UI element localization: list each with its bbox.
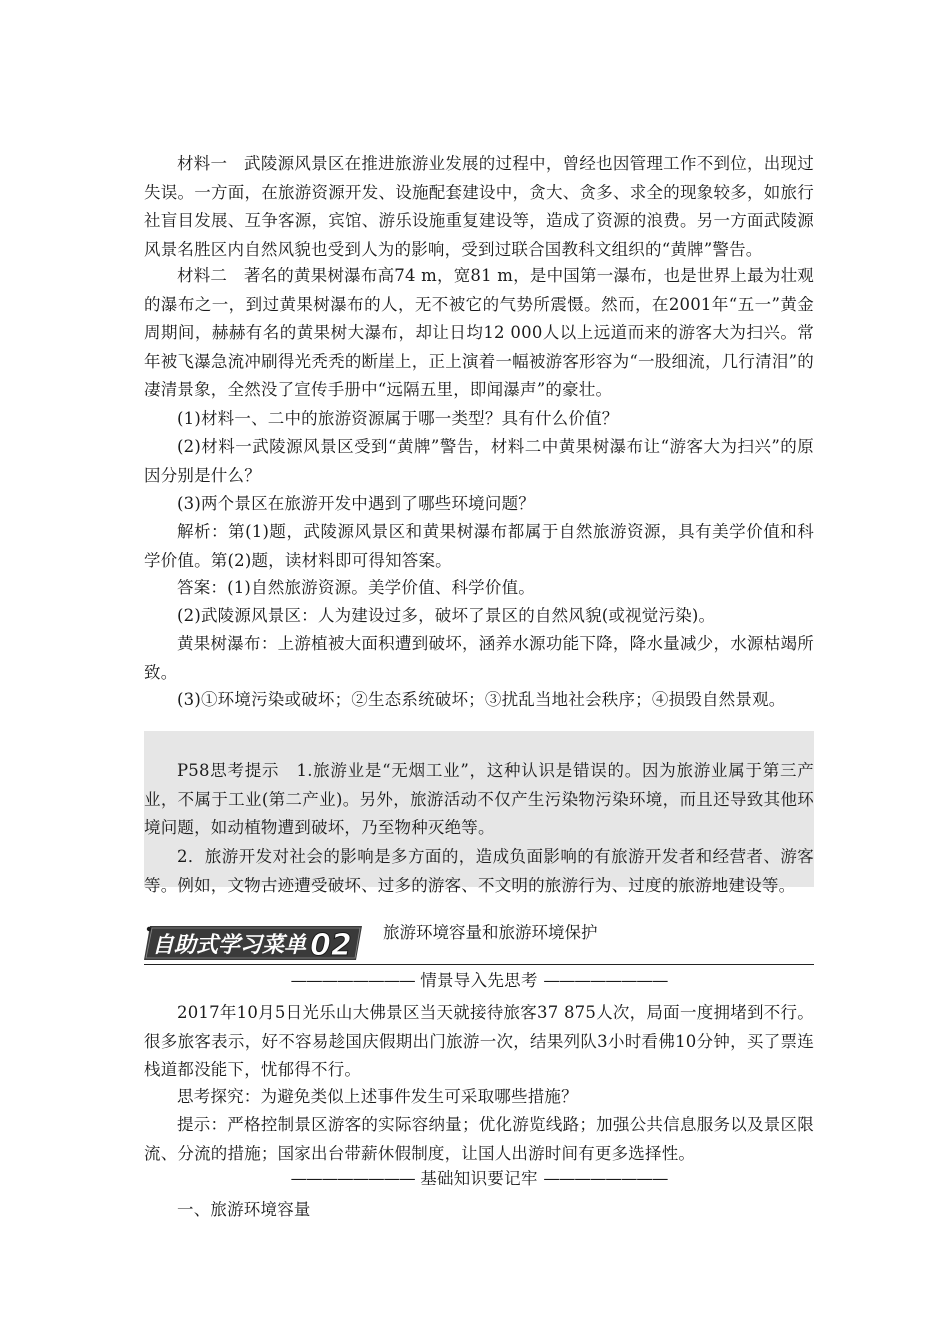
heading-left-dashes: ————————	[290, 971, 415, 990]
section-heading-basics	[144, 1166, 814, 1192]
section-heading-scenario	[144, 968, 814, 994]
banner-text: 自助式学习菜单	[152, 933, 307, 958]
scenario-paragraph: 2017年10月5日光乐山大佛景区当天就接待旅客37 875人次，局面一度拥堵到不行。很多旅客表示，好不容易趁国庆假期出门旅游一次，结果列队3小时看佛10分钟，买了票连栈道都没能下，忧郁得不行。	[144, 1003, 814, 1079]
think-question: 思考探究：为避免类似上述事件发生可采取哪些措施？	[177, 1087, 578, 1106]
question-2: (2)材料一武陵源风景区受到“黄牌”警告，材料二中黄果树瀑布让“游客大为扫兴”的原因分别是什么？	[144, 437, 814, 485]
material-one-paragraph: 材料一 武陵源风景区在推进旅游业发展的过程中，曾经也因管理工作不到位，出现过失误。一方面，在旅游资源开发、设施配套建设中，贪大、贪多、求全的现象较多，如旅行社盲目发展、互争客源，宾馆、游乐设施重复建设等，造成了资源的浪费。另一方面武陵源风景名胜区内自然风貌也受到人为的影响，受到过联合国教科文组织的“黄牌”警告。	[144, 154, 814, 259]
banner-rule	[144, 964, 814, 965]
banner-dot	[147, 927, 151, 931]
heading-right-dashes: ————————	[543, 971, 668, 990]
heading-text: 基础知识要记牢	[420, 1169, 538, 1188]
think-tip-box	[144, 731, 814, 895]
banner-number: 02	[310, 928, 352, 962]
question-3: (3)两个景区在旅游开发中遇到了哪些环境问题？	[177, 494, 535, 513]
question-1: (1)材料一、二中的旅游资源属于哪一类型？具有什么价值？	[177, 409, 619, 428]
heading-right-dashes: ————————	[543, 1169, 668, 1188]
subsection-heading: 一、旅游环境容量	[177, 1200, 311, 1219]
tip-paragraph-1: P58思考提示 1.旅游业是“无烟工业”，这种认识是错误的。因为旅游业属于第三产业，不属于工业(第二产业)。另外，旅游活动不仅产生污染物污染环境，而且还导致其他环境问题，如动植物遭到破坏，乃至物种灭绝等。	[144, 761, 814, 837]
banner-title: 旅游环境容量和旅游环境保护	[383, 923, 598, 942]
answer-line-4: (3)①环境污染或破坏；②生态系统破坏；③扰乱当地社会秩序；④损毁自然景观。	[177, 690, 786, 709]
answer-line-1: 答案：(1)自然旅游资源。美学价值、科学价值。	[177, 578, 535, 597]
answer-line-2: (2)武陵源风景区：人为建设过多，破坏了景区的自然风貌(或视觉污染)。	[177, 606, 716, 625]
analysis-paragraph: 解析：第(1)题，武陵源风景区和黄果树瀑布都属于自然旅游资源，具有美学价值和科学价值。第(2)题，读材料即可得知答案。	[144, 522, 814, 570]
hint-paragraph: 提示：严格控制景区游客的实际容纳量；优化游览线路；加强公共信息服务以及景区限流、分流的措施；国家出台带薪休假制度，让国人出游时间有更多选择性。	[144, 1115, 814, 1163]
tip-paragraph-2: 2．旅游开发对社会的影响是多方面的，造成负面影响的有旅游开发者和经营者、游客等。例如，文物古迹遭受破坏、过多的游客、不文明的旅游行为、过度的旅游地建设等。	[144, 847, 814, 895]
section-banner	[144, 922, 362, 962]
heading-text: 情景导入先思考	[420, 971, 538, 990]
material-two-paragraph: 材料二 著名的黄果树瀑布高74 m，宽81 m，是中国第一瀑布，也是世界上最为壮观的瀑布之一，到过黄果树瀑布的人，无不被它的气势所震慑。然而，在2001年“五一”黄金周期间，赫赫有名的黄果树大瀑布，却让日均12 000人以上远道而来的游客大为扫兴。常年被飞瀑急流冲刷得光秃秃的断崖上，正上演着一幅被游客形容为“一股细流，几行清泪”的凄清景象，全然没了宣传手册中“远隔五里，即闻瀑声”的豪壮。	[144, 266, 814, 399]
answer-line-3: 黄果树瀑布：上游植被大面积遭到破坏，涵养水源功能下降，降水量减少，水源枯竭所致。	[144, 634, 814, 682]
heading-left-dashes: ————————	[290, 1169, 415, 1188]
